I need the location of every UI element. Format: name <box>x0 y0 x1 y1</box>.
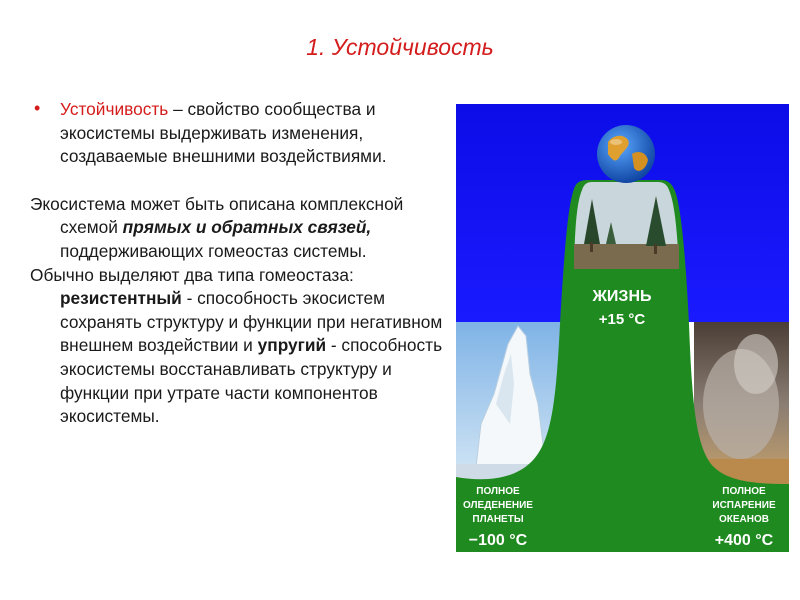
stability-diagram <box>456 104 789 552</box>
homeostasis-intro: Обычно выделяют два типа гомеостаза: <box>30 264 354 285</box>
definition-paragraph <box>30 98 460 169</box>
right-temperature: +400 °C <box>714 532 774 549</box>
ecosystem-bold-text: прямых и обратных связей, <box>122 217 372 238</box>
forest-photo <box>574 182 679 269</box>
homeostasis-term-resistant: резистентный <box>60 288 182 309</box>
homeostasis-desc-elastic: - способность экосистемы восстанавливать структуру и функции при утрате части компонентов экосистемы. <box>60 335 443 427</box>
text-block <box>30 98 460 429</box>
ecosystem-text-2: поддерживающих гомеостаз системы. <box>60 240 367 261</box>
homeostasis-paragraph <box>30 264 460 429</box>
life-temperature: +15 °C <box>598 311 646 328</box>
slide-title: 1. Устойчивость <box>306 34 494 60</box>
ecosystem-text-1: Экосистема может быть описана комплексной схемой <box>30 193 404 238</box>
right-label-line-3: ОКЕАНОВ <box>719 514 769 525</box>
left-temperature: −100 °C <box>468 532 528 549</box>
life-label: ЖИЗНЬ <box>592 288 652 305</box>
left-label-line-3: ПЛАНЕТЫ <box>472 514 524 525</box>
definition-text: – свойство сообщества и экосистемы выдерживать изменения, создаваемые внешними воздействиями. <box>60 99 387 167</box>
left-label-line-1: ПОЛНОЕ <box>476 486 520 497</box>
right-label-line-1: ПОЛНОЕ <box>722 486 766 497</box>
stability-diagram-svg <box>456 104 789 552</box>
ecosystem-paragraph <box>30 193 460 264</box>
homeostasis-term-elastic: упругий <box>257 335 327 356</box>
left-label-line-2: ОЛЕДЕНЕНИЕ <box>463 500 533 511</box>
right-label-line-2: ИСПАРЕНИЕ <box>712 500 776 511</box>
homeostasis-desc-resistant: - способность экосистем сохранять структуру и функции при негативном внешнем воздействии и <box>60 288 443 356</box>
definition-term: Устойчивость <box>60 99 169 119</box>
bullet-icon: • <box>34 98 41 118</box>
globe-icon <box>597 125 655 183</box>
